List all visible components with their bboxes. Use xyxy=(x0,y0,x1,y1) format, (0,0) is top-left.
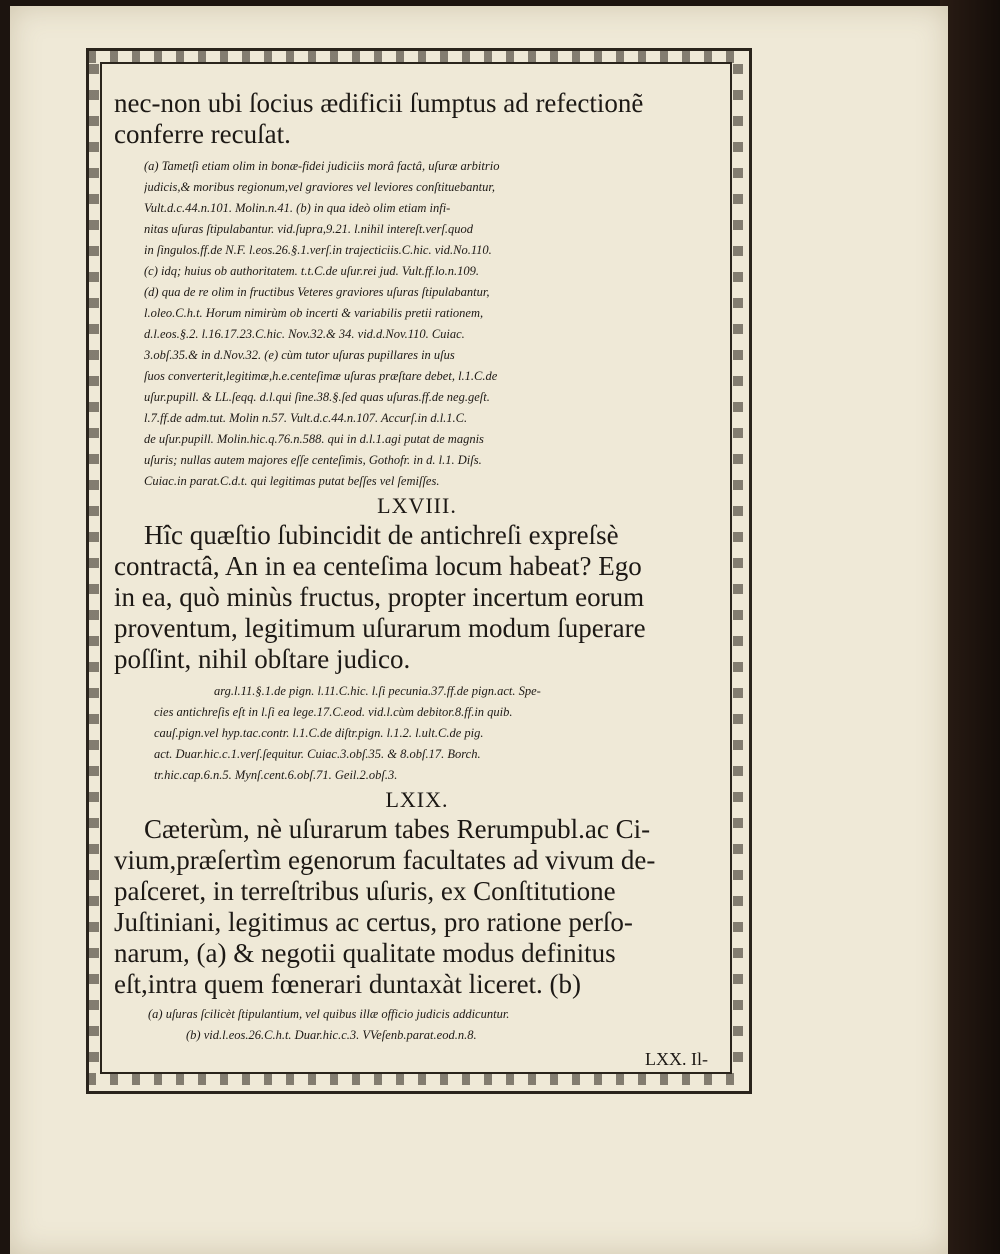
note-line: d.l.eos.§.2. l.16.17.23.C.hic. Nov.32.& 34. vid.d.Nov.110. Cuiac. xyxy=(144,327,465,341)
body-line: eſt,intra quem fœnerari duntaxàt liceret. (b) xyxy=(114,969,582,999)
section-numeral: LXVIII. xyxy=(377,493,457,518)
note-line: l.7.ff.de adm.tut. Molin n.57. Vult.d.c.44.n.107. Accurſ.in d.l.1.C. xyxy=(144,411,468,425)
body-line: nec-non ubi ſocius ædificii ſumptus ad refectionẽ xyxy=(114,88,644,118)
body-line: in ea, quò minùs fructus, propter incertum eorum xyxy=(114,582,645,612)
text-block xyxy=(114,66,720,1072)
note-line: arg.l.11.§.1.de pign. l.11.C.hic. l.ſi pecunia.37.ff.de pign.act. Spe- xyxy=(214,684,541,698)
body-line: proventum, legitimum uſurarum modum ſuperare xyxy=(114,613,646,643)
body-line: Cæterùm, nè uſurarum tabes Rerumpubl.ac Ci- xyxy=(144,814,651,844)
footnotes-block-2 xyxy=(114,681,720,786)
ornament-band-left xyxy=(89,64,99,1070)
note-line: ſuos converterit,legitimæ,h.e.centeſimæ uſuras præſtare debet, l.1.C.de xyxy=(144,369,498,383)
body-line: paſceret, in terreſtribus uſuris, ex Conſtitutione xyxy=(114,876,616,906)
note-line: l.oleo.C.h.t. Horum nimirùm ob incerti & variabilis pretii rationem, xyxy=(144,306,484,320)
footnotes-block-3 xyxy=(114,1004,720,1046)
note-line: Cuiac.in parat.C.d.t. qui legitimas putat beſſes vel ſemiſſes. xyxy=(144,474,440,488)
body-line: vium,præſertìm egenorum facultates ad vivum de- xyxy=(114,845,656,875)
note-line: in ſingulos.ff.de N.F. l.eos.26.§.1.verſ.in trajecticiis.C.hic. vid.No.110. xyxy=(144,243,492,257)
note-line: judicis,& moribus regionum,vel graviores vel leviores conſtituebantur, xyxy=(144,180,495,194)
note-line: uſur.pupill. & LL.ſeqq. d.l.qui ſine.38.§.ſed quas uſuras.ff.de neg.geſt. xyxy=(144,390,490,404)
note-line: (a) uſuras ſcilicèt ſtipulantium, vel quibus illæ officio judicis addicuntur. xyxy=(148,1007,510,1021)
note-line: (b) vid.l.eos.26.C.h.t. Duar.hic.c.3. VVeſenb.parat.eod.n.8. xyxy=(186,1028,477,1042)
catchword: LXX. Il- xyxy=(645,1049,708,1069)
paragraph-lxviii xyxy=(114,520,720,675)
section-numeral: LXIX. xyxy=(385,787,449,812)
ornament-band-bottom xyxy=(88,1073,746,1085)
body-line: narum, (a) & negotii qualitate modus definitus xyxy=(114,938,616,968)
note-line: tr.hic.cap.6.n.5. Mynſ.cent.6.obſ.71. Geil.2.obſ.3. xyxy=(154,768,398,782)
note-line: 3.obſ.35.& in d.Nov.32. (e) cùm tutor uſuras pupillares in uſus xyxy=(144,348,455,362)
note-line: cies antichreſis eſt in l.ſi ea lege.17.C.eod. vid.l.cùm debitor.8.ff.in quib. xyxy=(154,705,513,719)
note-line: uſuris; nullas autem majores eſſe centeſimis, Gothofr. in d. l.1. Diſs. xyxy=(144,453,482,467)
note-line: Vult.d.c.44.n.101. Molin.n.41. (b) in qua ideò olim etiam infi- xyxy=(144,201,451,215)
note-line: (a) Tametſi etiam olim in bonæ-fidei judiciis morâ factâ, uſuræ arbitrio xyxy=(144,159,500,173)
note-line: (c) idq; huius ob authoritatem. t.t.C.de uſur.rei jud. Vult.ff.lo.n.109. xyxy=(144,264,480,278)
note-line: act. Duar.hic.c.1.verſ.ſequitur. Cuiac.3.obſ.35. & 8.obſ.17. Borch. xyxy=(154,747,481,761)
note-line: de uſur.pupill. Molin.hic.q.76.n.588. qui in d.l.1.agi putat de magnis xyxy=(144,432,484,446)
note-line: (d) qua de re olim in fructibus Veteres graviores uſuras ſtipulabantur, xyxy=(144,285,490,299)
body-line: Hîc quæſtio ſubincidit de antichreſi expreſsè xyxy=(144,520,619,550)
body-line: Juſtiniani, legitimus ac certus, pro ratione perſo- xyxy=(114,907,633,937)
body-line: poſſint, nihil obſtare judico. xyxy=(114,644,411,674)
body-line: conferre recuſat. xyxy=(114,119,291,149)
ornament-band-right xyxy=(733,64,743,1070)
background-dark-edge xyxy=(940,0,1000,1254)
body-line: contractâ, An in ea centeſima locum habeat? Ego xyxy=(114,551,642,581)
paragraph-lxix xyxy=(114,814,720,1000)
footnotes-block-1 xyxy=(114,156,720,492)
note-line: nitas uſuras ſtipulabantur. vid.ſupra,9.21. l.nihil intereſt.verſ.quod xyxy=(144,222,474,236)
note-line: cauſ.pign.vel hyp.tac.contr. l.1.C.de diſtr.pign. l.1.2. l.ult.C.de pig. xyxy=(154,726,484,740)
